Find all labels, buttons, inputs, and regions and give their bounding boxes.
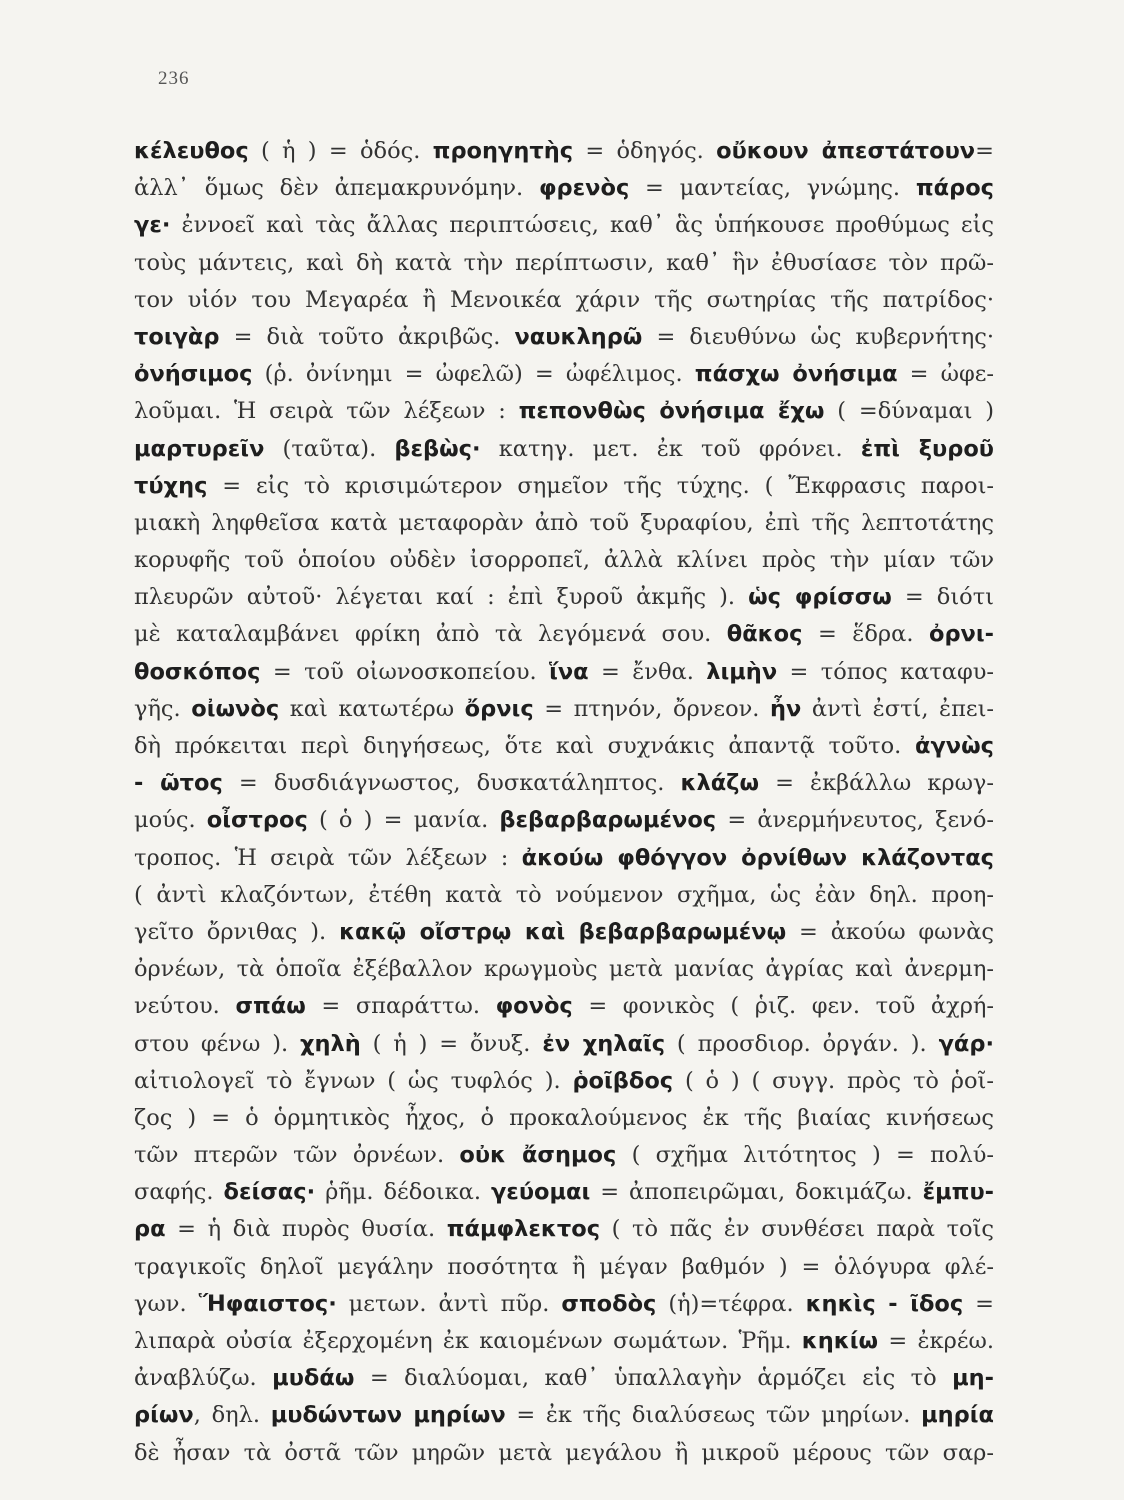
gloss-text: ( ἡ ) = ὁδός.	[248, 138, 433, 164]
gloss-text: στου φένω ).	[134, 1030, 300, 1057]
lemma-term: πεπονθὼς ὀνήσιμα ἔχω	[518, 398, 825, 425]
text-line	[134, 542, 994, 579]
gloss-text: ( σχῆμα λιτότητος ) = πολύ-	[616, 1142, 994, 1169]
gloss-text: ( τὸ πᾶς ἐν συνθέσει παρὰ τοῖς	[600, 1216, 994, 1243]
lemma-term: μηρία	[921, 1402, 994, 1429]
text-line	[134, 468, 994, 505]
lemma-term: ἵνα	[549, 658, 589, 685]
lemma-term: ῥοῖβδος	[572, 1067, 674, 1094]
text-line	[134, 988, 994, 1025]
gloss-text: καὶ κατωτέρω	[279, 695, 465, 722]
lemma-term: γε·	[134, 212, 171, 239]
text-line	[134, 765, 994, 802]
text-line	[134, 1100, 994, 1137]
text-line	[134, 1063, 994, 1100]
gloss-text: = ἀκούω φωνὰς	[786, 918, 995, 945]
gloss-text: λοῦμαι. Ἡ σειρὰ τῶν λέξεων :	[134, 398, 519, 425]
lemma-term: ρα	[134, 1216, 166, 1243]
gloss-text: μιακὴ ληφθεῖσα κατὰ μεταφορὰν ἀπὸ τοῦ ξυραφίου, ἐπὶ τῆς λεπτοτάτης	[134, 509, 994, 536]
gloss-text: = διότι	[891, 584, 994, 611]
lemma-term: σποδὸς	[561, 1290, 657, 1317]
gloss-text: ὀρνέων, τὰ ὁποῖα ἐξέβαλλον κρωγμοὺς μετὰ μανίας ἀγρίας καὶ ἀνερμη-	[134, 956, 994, 983]
lemma-term: σπάω	[235, 993, 306, 1020]
gloss-text: σαφής.	[134, 1179, 224, 1206]
lemma-term: ναυκληρῶ	[514, 323, 643, 350]
gloss-text: μὲ καταλαμβάνει φρίκη ἀπὸ τὰ λεγόμενά σου.	[134, 621, 727, 648]
lemma-term: ἐπὶ ξυροῦ	[860, 435, 994, 462]
gloss-text: πλευρῶν αὐτοῦ· λέγεται καί : ἐπὶ ξυροῦ ἀκμῆς ).	[134, 584, 749, 611]
lemma-term: τοιγὰρ	[134, 323, 220, 350]
lemma-term: ὀνήσιμος	[134, 361, 253, 388]
text-line	[134, 616, 994, 653]
lemma-term: κλάζω	[680, 770, 759, 797]
lemma-term: κηκὶς - ῖδος	[805, 1290, 964, 1317]
gloss-text: = ἔνθα.	[588, 658, 707, 685]
lemma-term: ἀκούω φθόγγον ὀρνίθων κλάζοντας	[521, 844, 994, 871]
gloss-text: δὲ ἦσαν τὰ ὀστᾶ τῶν μηρῶν μετὰ μεγάλου ἢ μικροῦ μέρους τῶν σαρ-	[134, 1439, 994, 1466]
lemma-term: προηγητὴς	[432, 138, 574, 164]
gloss-text: (ῥ. ὀνίνημι = ὠφελῶ) = ὠφέλιμος.	[252, 361, 695, 388]
gloss-text: ζος ) = ὁ ὁρμητικὸς ἦχος, ὁ προκαλούμενος ἐκ τῆς βιαίας κινήσεως	[134, 1104, 994, 1131]
text-line	[134, 1286, 994, 1323]
gloss-text: τοὺς μάντεις, καὶ δὴ κατὰ τὴν περίπτωσιν, καθ᾽ ἣν ἐθυσίασε τὸν πρῶ-	[134, 249, 994, 276]
gloss-text: = ὠφε-	[897, 361, 994, 388]
gloss-text: νεύτου.	[134, 993, 236, 1020]
gloss-text: λιπαρὰ οὐσία ἐξερχομένη ἐκ καιομένων σωμάτων. Ῥῆμ.	[134, 1328, 802, 1354]
lemma-term: Ἥφαιστος·	[198, 1290, 337, 1317]
lemma-term: μυδάω	[272, 1365, 355, 1392]
gloss-text: τῶν πτερῶν τῶν ὀρνέων.	[134, 1142, 460, 1169]
gloss-text: = ἀποπειρῶμαι, δοκιμάζω.	[590, 1179, 923, 1206]
gloss-text: ῥῆμ. δέδοικα.	[315, 1179, 491, 1206]
gloss-text: = διευθύνω ὡς κυβερνήτης·	[642, 323, 994, 350]
gloss-text: = δυσδιάγνωστος, δυσκατάληπτος.	[222, 770, 681, 797]
gloss-text: = ὁδηγός.	[573, 138, 717, 164]
lemma-term: βεβαρβαρωμένος	[499, 807, 717, 834]
gloss-text: = ἀνερμήνευτος, ξενό-	[716, 807, 995, 834]
gloss-text: ἀναβλύζω.	[134, 1365, 273, 1392]
gloss-text: ( ἀντὶ κλαζόντων, ἐτέθη κατὰ τὸ νούμενον σχῆμα, ὡς ἐὰν δηλ. προη-	[134, 881, 994, 908]
gloss-text: ( =δύναμαι )	[824, 398, 994, 425]
text-line	[134, 207, 994, 244]
lemma-term: ὄρνις	[464, 695, 534, 722]
text-line	[134, 914, 994, 951]
text-line	[134, 1211, 994, 1248]
text-line	[134, 1174, 994, 1211]
lemma-term: μυδώντων μηρίων	[270, 1402, 506, 1429]
text-line	[134, 728, 994, 765]
lemma-term: βεβὼς·	[394, 435, 481, 462]
gloss-text: =	[975, 138, 994, 164]
gloss-text: = σπαράττω.	[305, 993, 496, 1020]
text-line	[134, 1397, 994, 1434]
lemma-term: φρενὸς	[538, 175, 630, 202]
lemma-term: γεύομαι	[490, 1179, 591, 1206]
gloss-text: κορυφῆς τοῦ ὁποίου οὐδὲν ἰσορροπεῖ, ἀλλὰ κλίνει πρὸς τὴν μίαν τῶν	[134, 547, 994, 574]
text-line	[134, 319, 994, 356]
gloss-text: τροπος. Ἡ σειρὰ τῶν λέξεων :	[134, 844, 522, 871]
gloss-text: ( ὁ ) ( συγγ. πρὸς τὸ ῥοῖ-	[673, 1067, 994, 1094]
lemma-term: οἶστρος	[206, 807, 308, 834]
text-line	[134, 393, 994, 430]
lemma-term: πάμφλεκτος	[446, 1216, 601, 1243]
text-line	[134, 505, 994, 542]
text-line	[134, 1435, 994, 1472]
lemma-term: ὀρνι-	[928, 621, 994, 648]
gloss-text: μούς.	[134, 807, 207, 834]
text-line	[134, 840, 994, 877]
lemma-term: κέλευθος	[134, 138, 249, 164]
lemma-term: ἔμπυ-	[922, 1179, 994, 1206]
text-line	[134, 802, 994, 839]
gloss-text: ( προσδιορ. ὀργάν. ).	[665, 1030, 939, 1057]
lemma-term: μαρτυρεῖν	[134, 435, 265, 462]
text-line	[134, 1323, 994, 1360]
gloss-text: γεῖτο ὄρνιθας ).	[134, 918, 340, 945]
lemma-term: θοσκόπος	[134, 658, 261, 685]
text-line	[134, 356, 994, 393]
text-line	[134, 654, 994, 691]
lemma-term: οὐκ ἄσημος	[459, 1142, 617, 1169]
text-line	[134, 1360, 994, 1397]
text-line	[134, 431, 994, 468]
lemma-term: πάρος	[915, 175, 994, 202]
gloss-text: δὴ πρόκειται περὶ διηγήσεως, ὅτε καὶ συχνάκις ἀπαντᾷ τοῦτο.	[134, 733, 915, 759]
gloss-text: = διὰ τοῦτο ἀκριβῶς.	[219, 323, 515, 350]
gloss-text: ἀντὶ ἐστί, ἐπει-	[801, 695, 994, 722]
lemma-term: κηκίω	[801, 1328, 879, 1354]
gloss-text: = φονικὸς ( ῥιζ. φεν. τοῦ ἀχρή-	[572, 993, 995, 1020]
gloss-text: = πτηνόν, ὄρνεον.	[533, 695, 771, 722]
gloss-text: ἀλλ᾽ ὅμως δὲν ἀπεμακρυνόμην.	[134, 175, 539, 202]
lemma-term: φονὸς	[495, 993, 573, 1020]
lemma-term: ἀγνὼς	[914, 733, 994, 759]
lemma-term: πάσχω ὀνήσιμα	[694, 361, 898, 388]
gloss-text: = τόπος καταφυ-	[777, 658, 994, 685]
gloss-text: (ταῦτα).	[264, 435, 395, 462]
text-line	[134, 282, 994, 319]
lemma-term: λιμὴν	[706, 658, 778, 685]
text-line	[134, 691, 994, 728]
gloss-text: = ἐκρέω.	[878, 1328, 994, 1354]
commentary-text	[134, 133, 994, 1472]
gloss-text: κατηγ. μετ. ἐκ τοῦ φρόνει.	[480, 435, 861, 462]
lemma-term: δείσας·	[223, 1179, 316, 1206]
gloss-text: ἐννοεῖ καὶ τὰς ἄλλας περιπτώσεις, καθ᾽ ἃς ὑπήκουσε προθύμως εἰς	[170, 212, 994, 239]
text-line	[134, 133, 994, 170]
gloss-text: = ἐκ τῆς διαλύσεως τῶν μηρίων.	[505, 1402, 922, 1429]
lemma-term: τύχης	[134, 472, 208, 499]
lemma-term: ἐν χηλαῖς	[542, 1030, 666, 1057]
text-line	[134, 1026, 994, 1063]
gloss-text: γων.	[134, 1290, 199, 1317]
gloss-text: ( ἡ ) = ὄνυξ.	[360, 1030, 543, 1057]
text-line	[134, 170, 994, 207]
lemma-term: ρίων	[134, 1402, 194, 1429]
gloss-text: ( ὁ ) = μανία.	[307, 807, 500, 834]
gloss-text: τραγικοῖς δηλοῖ μεγάλην ποσότητα ἢ μέγαν βαθμόν ) = ὁλόγυρα φλέ-	[134, 1253, 994, 1280]
lemma-term: οὔκουν ἀπεστάτουν	[716, 138, 976, 164]
gloss-text: (ἡ)=τέφρα.	[656, 1290, 806, 1317]
lemma-term: ἦν	[770, 695, 802, 722]
lemma-term: χηλὴ	[300, 1030, 361, 1057]
gloss-text: = ἕδρα.	[802, 621, 929, 648]
lemma-term: οἰωνὸς	[191, 695, 280, 722]
gloss-text: = ἡ διὰ πυρὸς θυσία.	[165, 1216, 447, 1243]
gloss-text: = εἰς τὸ κρισιμώτερον σημεῖον τῆς τύχης. ( Ἔκφρασις παροι-	[207, 472, 994, 499]
gloss-text: = ἐκβάλλω κρωγ-	[759, 770, 994, 797]
gloss-text: =	[963, 1290, 995, 1317]
lemma-term: γάρ·	[938, 1030, 994, 1057]
gloss-text: τον υἱόν του Μεγαρέα ἢ Μενοικέα χάριν τῆς σωτηρίας τῆς πατρίδος·	[134, 286, 994, 313]
text-line	[134, 877, 994, 914]
text-line	[134, 245, 994, 282]
gloss-text: μετων. ἀντὶ πῦρ.	[336, 1290, 562, 1317]
lemma-term: - ῶτος	[134, 770, 223, 797]
text-line	[134, 579, 994, 616]
gloss-text: γῆς.	[134, 695, 192, 722]
gloss-text: = μαντείας, γνώμης.	[629, 175, 916, 202]
text-line	[134, 1249, 994, 1286]
gloss-text: αἰτιολογεῖ τὸ ἔγνων ( ὡς τυφλός ).	[134, 1067, 573, 1094]
text-line	[134, 1137, 994, 1174]
lemma-term: ὡς φρίσσω	[748, 584, 892, 611]
lemma-term: θᾶκος	[726, 621, 803, 648]
gloss-text: = τοῦ οἰωνοσκοπείου.	[260, 658, 550, 685]
page-number: 236	[158, 68, 190, 89]
lemma-term: κακῷ οἴστρῳ καὶ βεβαρβαρωμένῳ	[339, 918, 787, 945]
lemma-term: μη-	[952, 1365, 995, 1392]
text-line	[134, 951, 994, 988]
gloss-text: , δηλ.	[193, 1402, 271, 1429]
gloss-text: = διαλύομαι, καθ᾽ ὑπαλλαγὴν ἁρμόζει εἰς τὸ	[354, 1365, 953, 1392]
